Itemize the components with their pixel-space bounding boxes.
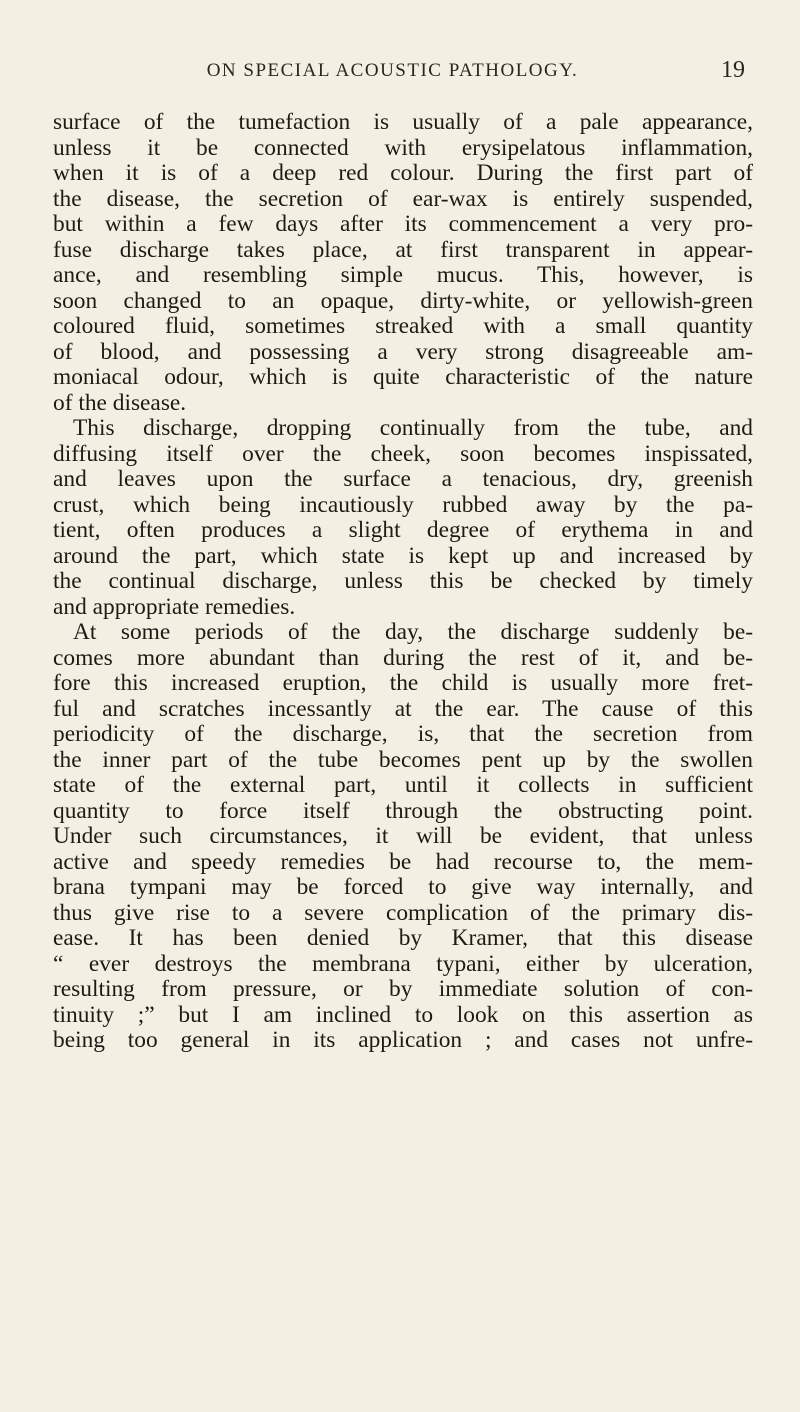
page-header xyxy=(40,57,745,90)
text-line: but within a few days after its commencement a very pro- xyxy=(53,212,753,237)
text-line: fore this increased eruption, the child is usually more fret- xyxy=(53,671,753,696)
text-line: comes more abundant than during the rest of it, and be- xyxy=(53,645,753,671)
text-line: ful and scratches incessantly at the ear. The cause of this xyxy=(53,696,753,722)
text-line: unless it be connected with erysipelatous inflammation, xyxy=(53,135,753,161)
text-line: tient, often produces a slight degree of erythema in and xyxy=(53,518,753,543)
text-line: and leaves upon the surface a tenacious, dry, greenish xyxy=(53,467,753,492)
text-line: periodicity of the discharge, is, that the secretion from xyxy=(53,722,753,747)
text-line: This discharge, dropping continually from the tube, and xyxy=(73,416,753,441)
text-line: fuse discharge takes place, at first transparent in appear- xyxy=(53,237,753,263)
text-line: and appropriate remedies. xyxy=(53,594,296,620)
text-line: the disease, the secretion of ear-wax is entirely suspended, xyxy=(53,186,753,212)
text-line: the inner part of the tube becomes pent up by the swollen xyxy=(53,747,753,773)
text-line: around the part, which state is kept up and increased by xyxy=(53,543,753,569)
text-line: crust, which being incautiously rubbed away by the pa- xyxy=(53,492,753,518)
text-line: coloured fluid, sometimes streaked with a small quantity xyxy=(53,314,753,339)
text-line: active and speedy remedies be had recourse to, the mem- xyxy=(53,849,753,875)
text-line: thus give rise to a severe complication of the primary dis- xyxy=(53,900,753,926)
text-line: of the disease. xyxy=(53,390,187,416)
text-line: the continual discharge, unless this be checked by timely xyxy=(53,569,753,594)
running-title: ON SPECIAL ACOUSTIC PATHOLOGY. xyxy=(206,60,579,81)
text-line: soon changed to an opaque, dirty-white, or yellowish-green xyxy=(53,288,753,314)
text-line: ease. It has been denied by Kramer, that this disease xyxy=(53,926,753,951)
text-line: surface of the tumefaction is usually of a pale appearance, xyxy=(53,110,753,135)
text-line: when it is of a deep red colour. During the first part of xyxy=(53,161,753,186)
body-text xyxy=(53,110,753,1054)
text-line: Under such circumstances, it will be evident, that unless xyxy=(53,824,753,849)
page-number: 19 xyxy=(721,57,745,83)
text-line: At some periods of the day, the discharge suddenly be- xyxy=(73,620,753,645)
text-line: moniacal odour, which is quite characteristic of the nature xyxy=(53,365,753,390)
text-line: ance, and resembling simple mucus. This, however, is xyxy=(53,263,753,288)
text-line: quantity to force itself through the obstructing point. xyxy=(53,798,753,824)
text-line: resulting from pressure, or by immediate solution of con- xyxy=(53,977,753,1002)
text-line: tinuity ;” but I am inclined to look on this assertion as xyxy=(53,1002,753,1028)
text-line: brana tympani may be forced to give way internally, and xyxy=(53,875,753,900)
text-line: diffusing itself over the cheek, soon becomes inspissated, xyxy=(53,441,753,467)
text-line: of blood, and possessing a very strong disagreeable am- xyxy=(53,339,753,365)
text-line: “ ever destroys the membrana typani, either by ulceration, xyxy=(53,951,753,977)
text-line: being too general in its application ; and cases not unfre- xyxy=(53,1028,753,1053)
text-line: state of the external part, until it collects in sufficient xyxy=(53,773,753,798)
